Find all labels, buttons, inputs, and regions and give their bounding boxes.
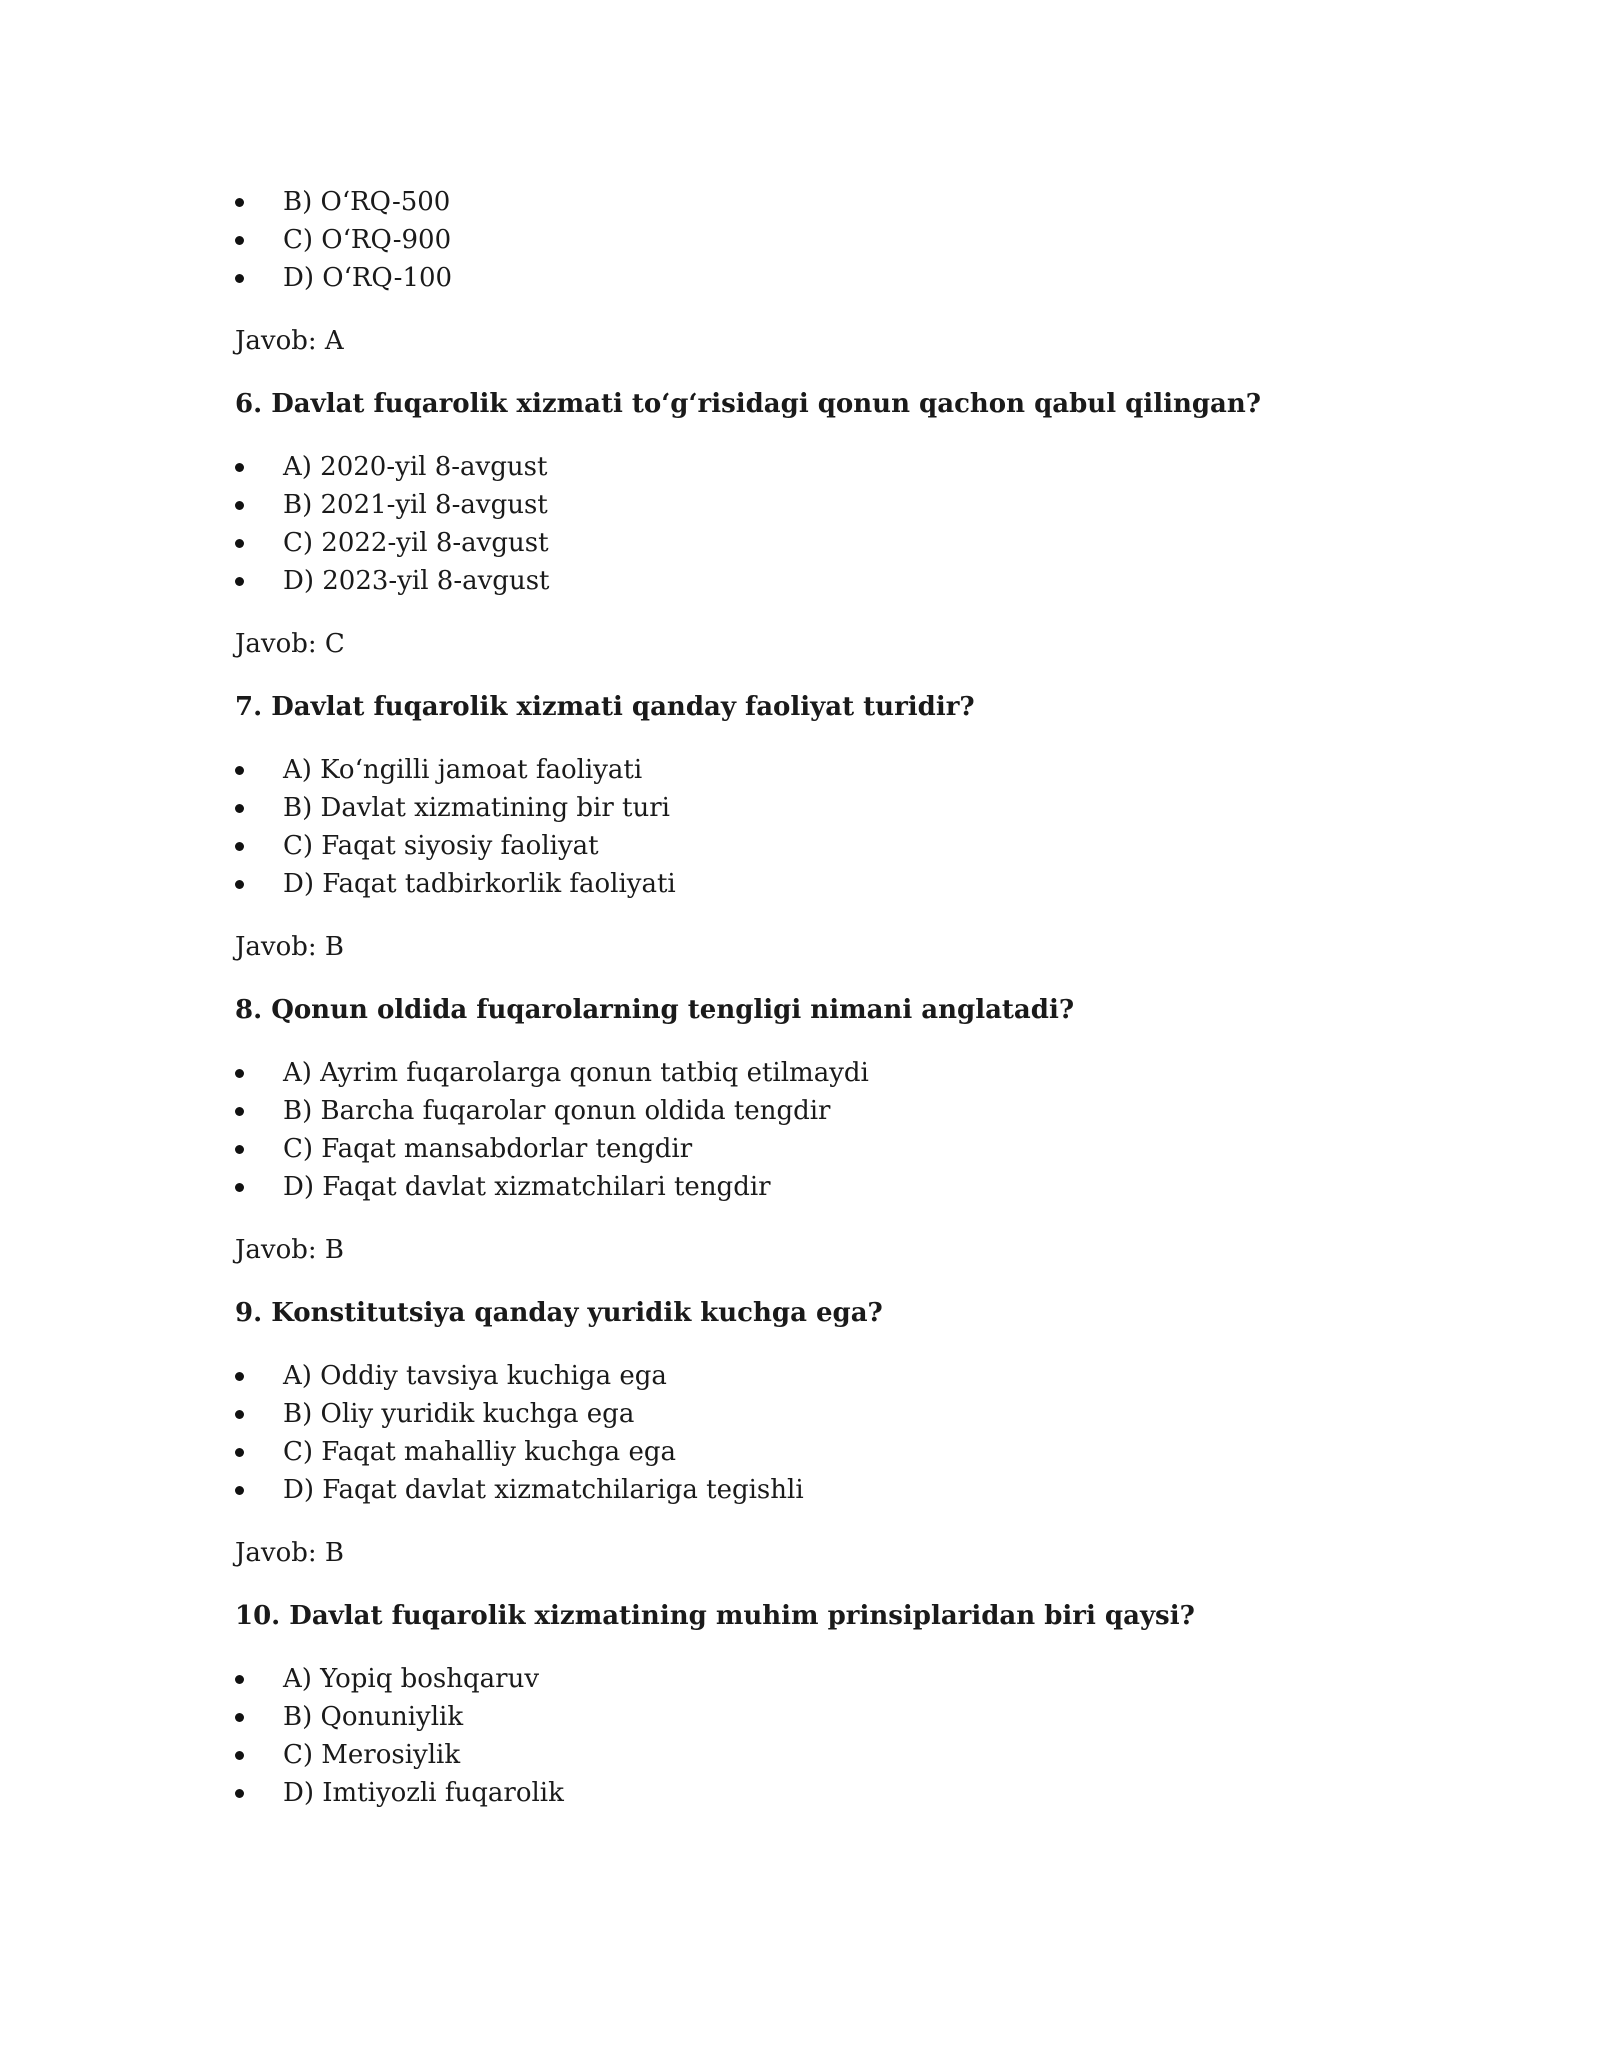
list-item xyxy=(235,1357,1365,1395)
bullet-icon xyxy=(235,501,244,510)
bullet-icon xyxy=(235,1448,244,1457)
list-item xyxy=(235,562,1365,600)
option-list xyxy=(235,183,1365,297)
list-item xyxy=(235,259,1365,297)
bullet-icon xyxy=(235,1789,244,1798)
list-item xyxy=(235,1736,1365,1774)
bullet-icon xyxy=(235,1145,244,1154)
bullet-icon xyxy=(235,1372,244,1381)
option-text: B) 2021-yil 8-avgust xyxy=(283,490,548,520)
bullet-icon xyxy=(235,463,244,472)
option-text: D) Imtiyozli fuqarolik xyxy=(283,1778,564,1808)
list-item xyxy=(235,524,1365,562)
bullet-icon xyxy=(235,1713,244,1722)
answer-text: Javob: A xyxy=(235,326,344,356)
list-item xyxy=(235,1092,1365,1130)
option-text: B) Qonuniylik xyxy=(283,1702,464,1732)
answer-text: Javob: B xyxy=(235,1538,345,1568)
list-item xyxy=(235,1660,1365,1698)
list-item xyxy=(235,1054,1365,1092)
answer-text: Javob: C xyxy=(235,629,345,659)
list-item xyxy=(235,1433,1365,1471)
list-item xyxy=(235,183,1365,221)
bullet-icon xyxy=(235,880,244,889)
bullet-icon xyxy=(235,804,244,813)
question-title: 8. Qonun oldida fuqarolarning tengligi nimani anglatadi? xyxy=(235,995,1075,1025)
question-title: 10. Davlat fuqarolik xizmatining muhim prinsiplaridan biri qaysi? xyxy=(235,1601,1195,1631)
bullet-icon xyxy=(235,1069,244,1078)
bullet-icon xyxy=(235,577,244,586)
answer-text: Javob: B xyxy=(235,932,345,962)
option-text: C) Merosiylik xyxy=(283,1740,461,1770)
option-text: B) Barcha fuqarolar qonun oldida tengdir xyxy=(283,1096,831,1126)
option-text: D) Faqat tadbirkorlik faoliyati xyxy=(283,869,676,899)
list-item xyxy=(235,1698,1365,1736)
list-item xyxy=(235,1395,1365,1433)
option-text: D) Faqat davlat xizmatchilari tengdir xyxy=(283,1172,771,1202)
option-text: A) Ko‘ngilli jamoat faoliyati xyxy=(283,755,643,785)
bullet-icon xyxy=(235,1183,244,1192)
option-text: B) Davlat xizmatining bir turi xyxy=(283,793,670,823)
bullet-icon xyxy=(235,766,244,775)
list-item xyxy=(235,486,1365,524)
option-text: A) Oddiy tavsiya kuchiga ega xyxy=(283,1361,667,1391)
option-text: C) Faqat siyosiy faoliyat xyxy=(283,831,599,861)
bullet-icon xyxy=(235,236,244,245)
list-item xyxy=(235,221,1365,259)
option-list xyxy=(235,1054,1365,1206)
option-text: B) O‘RQ-500 xyxy=(283,187,451,217)
list-item xyxy=(235,1774,1365,1812)
bullet-icon xyxy=(235,274,244,283)
option-text: C) Faqat mansabdorlar tengdir xyxy=(283,1134,693,1164)
list-item xyxy=(235,1168,1365,1206)
option-list xyxy=(235,1660,1365,1812)
list-item xyxy=(235,1471,1365,1509)
bullet-icon xyxy=(235,1410,244,1419)
bullet-icon xyxy=(235,1675,244,1684)
list-item xyxy=(235,1130,1365,1168)
question-title: 7. Davlat fuqarolik xizmati qanday faoliyat turidir? xyxy=(235,692,975,722)
bullet-icon xyxy=(235,539,244,548)
option-text: A) 2020-yil 8-avgust xyxy=(283,452,548,482)
bullet-icon xyxy=(235,198,244,207)
answer-text: Javob: B xyxy=(235,1235,345,1265)
option-text: C) O‘RQ-900 xyxy=(283,225,452,255)
option-text: D) 2023-yil 8-avgust xyxy=(283,566,550,596)
bullet-icon xyxy=(235,842,244,851)
list-item xyxy=(235,865,1365,903)
question-title: 9. Konstitutsiya qanday yuridik kuchga ega? xyxy=(235,1298,883,1328)
option-text: A) Ayrim fuqarolarga qonun tatbiq etilmaydi xyxy=(283,1058,869,1088)
option-text: D) Faqat davlat xizmatchilariga tegishli xyxy=(283,1475,804,1505)
option-text: A) Yopiq boshqaruv xyxy=(283,1664,540,1694)
question-title: 6. Davlat fuqarolik xizmati to‘g‘risidagi qonun qachon qabul qilingan? xyxy=(235,389,1262,419)
bullet-icon xyxy=(235,1107,244,1116)
list-item xyxy=(235,751,1365,789)
bullet-icon xyxy=(235,1751,244,1760)
list-item xyxy=(235,448,1365,486)
list-item xyxy=(235,827,1365,865)
list-item xyxy=(235,789,1365,827)
option-text: C) Faqat mahalliy kuchga ega xyxy=(283,1437,676,1467)
option-text: B) Oliy yuridik kuchga ega xyxy=(283,1399,635,1429)
option-text: C) 2022-yil 8-avgust xyxy=(283,528,549,558)
option-list xyxy=(235,1357,1365,1509)
option-list xyxy=(235,751,1365,903)
bullet-icon xyxy=(235,1486,244,1495)
option-text: D) O‘RQ-100 xyxy=(283,263,453,293)
option-list xyxy=(235,448,1365,600)
